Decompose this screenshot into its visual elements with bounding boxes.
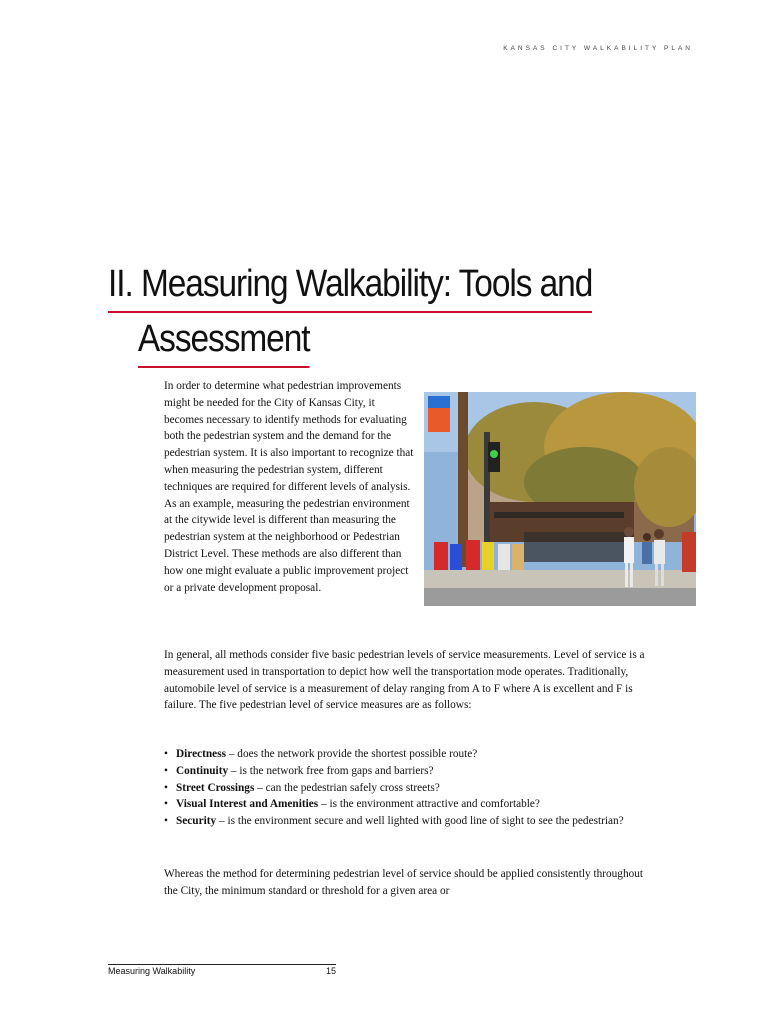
list-item xyxy=(164,763,654,780)
footer-section-name: Measuring Walkability xyxy=(108,966,196,976)
measure-term: Street Crossings xyxy=(176,781,255,794)
measure-term: Directness xyxy=(176,748,226,760)
levels-of-service-paragraph: In general, all methods consider five basic pedestrian levels of service measurements. Level of service is a measurement used in transportation to depict how well the transportation mode operates. Traditionally, automobile level of service is a measurement of delay ranging from A to F where A is excellent and F is failure. The five pedestrian level of service measures are as follows: xyxy=(164,649,645,712)
measure-term: Visual Interest and Amenities xyxy=(176,798,319,811)
list-item xyxy=(164,746,654,763)
measure-description: – is the environment secure and well lighted with good line of sight to see the pedestrian? xyxy=(216,815,624,828)
threshold-paragraph: Whereas the method for determining pedestrian level of service should be applied consistently throughout the City, the minimum standard or threshold for a given area or xyxy=(164,868,644,897)
section-title xyxy=(108,258,601,368)
list-item xyxy=(164,780,654,797)
section-title-line-2: Assessment xyxy=(138,313,310,368)
measure-term: Continuity xyxy=(176,764,229,777)
measure-description: – is the environment attractive and comfortable? xyxy=(318,798,540,811)
intro-paragraph: In order to determine what pedestrian improvements might be needed for the City of Kansas City, it becomes necessary to identify methods for evaluating both the pedestrian system and the demand for the pedestrian system. It is also important to recognize that when measuring the pedestrian system, different techniques are required for different levels of analysis. As an example, measuring the pedestrian environment at the citywide level is different than measuring the pedestrian system at the neighborhood or Pedestrian District Level. These methods are also different than how one might evaluate a public improvement project or a private development proposal. xyxy=(164,380,414,594)
street-scene-photo xyxy=(424,392,696,606)
service-measures-list xyxy=(164,746,654,830)
measure-description: – does the network provide the shortest possible route? xyxy=(226,748,478,760)
section-title-line-1: II. Measuring Walkability: Tools and xyxy=(108,258,592,313)
page-footer xyxy=(108,964,336,976)
measure-description: – can the pedestrian safely cross streets? xyxy=(254,781,440,794)
running-header: KANSAS CITY WALKABILITY PLAN xyxy=(503,45,693,52)
measure-description: – is the network free from gaps and barriers? xyxy=(228,764,434,777)
page-number: 15 xyxy=(325,966,336,976)
list-item xyxy=(164,813,654,830)
measure-term: Security xyxy=(176,815,217,828)
list-item xyxy=(164,796,654,813)
